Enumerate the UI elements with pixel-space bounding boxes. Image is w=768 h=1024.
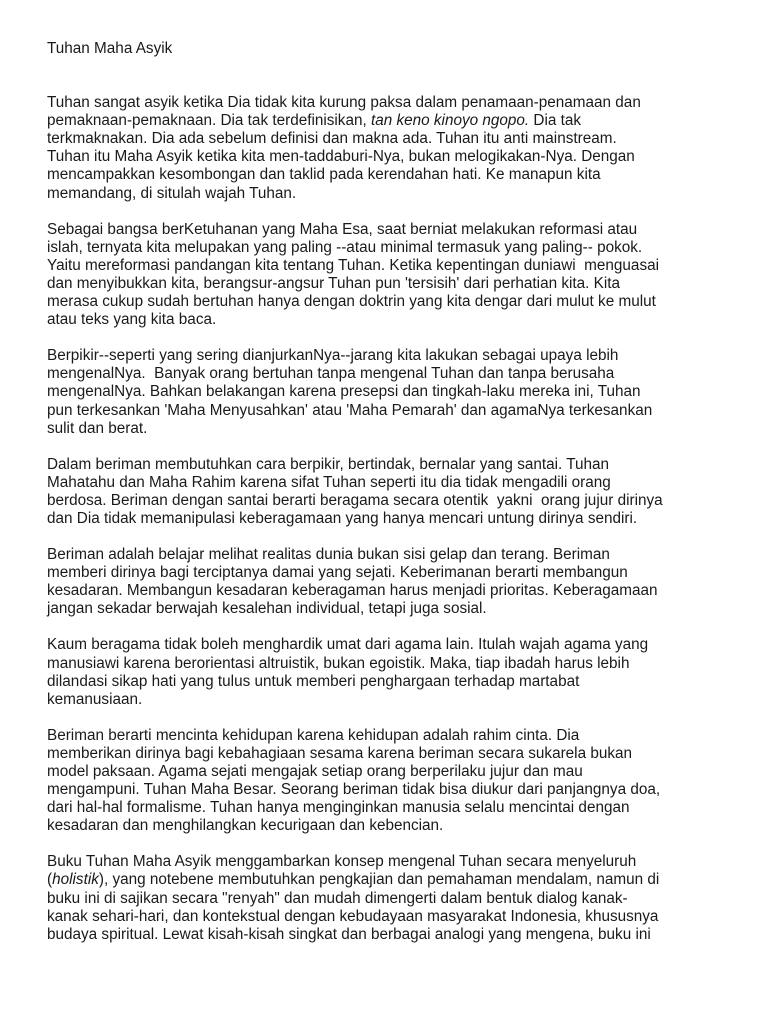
body-paragraph (47, 853, 737, 943)
text-line (47, 347, 737, 365)
text-line (47, 293, 737, 311)
text-run: mencampakkan kesombongan dan taklid pada kerendahan hati. Ke manapun kita (47, 166, 601, 184)
text-run: model paksaan. Agama sejati mengajak setiap orang berperilaku jujur dan mau (47, 763, 583, 780)
text-run: sulit dan berat. (47, 419, 148, 437)
text-run: islah, ternyata kita melupakan yang paling --atau minimal termasuk yang paling-- pokok. (47, 238, 643, 256)
text-line (47, 112, 737, 130)
text-line (47, 908, 737, 926)
text-line (47, 239, 737, 257)
text-run: budaya spiritual. Lewat kisah-kisah singkat dan berbagai analogi yang mengena, buku ini (47, 925, 651, 943)
text-run: Dia tak (529, 112, 582, 130)
text-line (47, 636, 737, 654)
text-run: Dalam beriman membutuhkan cara berpikir, bertindak, bernalar yang santai. Tuhan (47, 455, 610, 473)
text-line (47, 926, 737, 944)
text-line (47, 871, 737, 889)
body-paragraph (47, 456, 737, 528)
text-run: mengampuni. Tuhan Maha Besar. Seorang beriman tidak bisa diukur dari panjangnya doa, (47, 781, 661, 799)
body-paragraph (47, 546, 737, 618)
document-title: Tuhan Maha Asyik (47, 40, 173, 57)
text-run: pun terkesankan 'Maha Menyusahkan' atau 'Maha Pemarah' dan agamaNya terkesankan (47, 401, 653, 419)
text-line (47, 582, 737, 600)
text-line (47, 799, 737, 817)
text-line (47, 510, 737, 528)
text-run: memberi dirinya bagi terciptanya damai yang sejati. Keberimanan berarti membangun (47, 564, 628, 582)
text-line (47, 691, 737, 709)
text-run: Beriman berarti mencinta kehidupan karena kehidupan adalah rahim cinta. Dia (47, 726, 580, 744)
text-run: berdosa. Beriman dengan santai berarti beragama secara otentik yakni orang jujur dirinya (47, 491, 663, 509)
text-run: terkmaknakan. Dia ada sebelum definisi dan makna ada. Tuhan itu anti mainstream. (47, 130, 617, 148)
italic-text: tan keno kinoyo ngopo. (370, 112, 530, 130)
text-run: atau teks yang kita baca. (47, 311, 217, 329)
text-line (47, 763, 737, 781)
text-line (47, 148, 737, 166)
text-line (47, 94, 737, 112)
text-line (47, 655, 737, 673)
text-line (47, 420, 737, 438)
text-run: dan menyibukkan kita, berangsur-angsur Tuhan pun 'tersisih' dari perhatian kita. Kita (47, 274, 621, 292)
text-line (47, 492, 737, 510)
text-line (47, 402, 737, 420)
body-paragraph (47, 727, 737, 836)
text-run: Sebagai bangsa berKetuhanan yang Maha Esa, saat berniat melakukan reformasi atau (47, 220, 638, 238)
text-line (47, 185, 737, 203)
text-line (47, 745, 737, 763)
text-line (47, 275, 737, 293)
text-line (47, 130, 737, 148)
text-line (47, 853, 737, 871)
body-paragraph (47, 94, 737, 203)
text-line (47, 546, 737, 564)
text-run: pemaknaan-pemaknaan. Dia tak terdefinisikan, (47, 112, 371, 130)
text-line (47, 311, 737, 329)
text-run: buku ini di sajikan secara "renyah" dan mudah dimengerti dalam bentuk dialog kanak- (47, 889, 628, 907)
text-run: Tuhan sangat asyik ketika Dia tidak kita kurung paksa dalam penamaan-penamaan dan (47, 94, 641, 112)
text-line (47, 257, 737, 275)
text-run: Kaum beragama tidak boleh menghardik umat dari agama lain. Itulah wajah agama yang (47, 636, 649, 654)
body-paragraph (47, 636, 737, 708)
text-line (47, 890, 737, 908)
text-line (47, 600, 737, 618)
text-run: ( (47, 871, 53, 889)
text-run: kemanusiaan. (47, 690, 143, 708)
text-run: manusiawi karena berorientasi altruistik, bukan egoistik. Maka, tiap ibadah harus lebih (47, 654, 630, 672)
text-run: Mahatahu dan Maha Rahim karena sifat Tuhan seperti itu dia tidak mengadili orang (47, 473, 611, 491)
text-run: mengenalNya. Bahkan belakangan karena presepsi dan tingkah-laku mereka ini, Tuhan (47, 383, 641, 401)
text-run: jangan sekadar berwajah kesalehan individual, tetapi juga sosial. (47, 600, 487, 618)
text-line (47, 817, 737, 835)
text-line (47, 727, 737, 745)
text-line (47, 166, 737, 184)
text-run: dan Dia tidak memanipulasi keberagamaan yang hanya mencari untung dirinya sendiri. (47, 509, 638, 527)
text-run: Yaitu mereformasi pandangan kita tentang Tuhan. Ketika kepentingan duniawi menguasai (47, 256, 659, 274)
text-run: kesadaran. Membangun kesadaran keberagaman harus menjadi prioritas. Keberagamaan (47, 582, 658, 600)
document-page (47, 40, 737, 962)
text-line (47, 673, 737, 691)
text-run: Beriman adalah belajar melihat realitas dunia bukan sisi gelap dan terang. Beriman (47, 546, 610, 564)
text-line (47, 564, 737, 582)
body-paragraph (47, 347, 737, 437)
body-paragraph (47, 221, 737, 330)
text-run: merasa cukup sudah bertuhan hanya dengan doktrin yang kita dengar dari mulut ke mulut (47, 293, 656, 311)
text-line (47, 474, 737, 492)
text-line (47, 365, 737, 383)
text-run: Tuhan itu Maha Asyik ketika kita men-taddaburi-Nya, bukan melogikakan-Nya. Dengan (47, 148, 635, 166)
text-run: memberikan dirinya bagi kebahagiaan sesama karena beriman secara sukarela bukan (47, 744, 633, 762)
text-run: kanak sehari-hari, dan kontekstual dengan kebudayaan masyarakat Indonesia, khususnya (47, 907, 659, 925)
text-line (47, 781, 737, 799)
text-line (47, 383, 737, 401)
document-body (47, 94, 737, 944)
text-run: memandang, di situlah wajah Tuhan. (47, 184, 297, 202)
text-run: mengenalNya. Banyak orang bertuhan tanpa mengenal Tuhan dan tanpa berusaha (47, 365, 615, 383)
italic-text: holistik (52, 871, 99, 889)
text-line (47, 221, 737, 239)
text-run: dari hal-hal formalisme. Tuhan hanya menginginkan manusia selalu mencintai dengan (47, 799, 630, 817)
text-run: Berpikir--seperti yang sering dianjurkanNya--jarang kita lakukan sebagai upaya lebih (47, 347, 619, 365)
text-run: ), yang notebene membutuhkan pengkajian dan pemahaman mendalam, namun di (98, 871, 660, 889)
text-run: kesadaran dan menghilangkan kecurigaan dan kebencian. (47, 817, 444, 835)
text-run: dilandasi sikap hati yang tulus untuk memberi penghargaan terhadap martabat (47, 672, 580, 690)
text-line (47, 456, 737, 474)
text-run: Buku Tuhan Maha Asyik menggambarkan konsep mengenal Tuhan secara menyeluruh (47, 853, 637, 871)
